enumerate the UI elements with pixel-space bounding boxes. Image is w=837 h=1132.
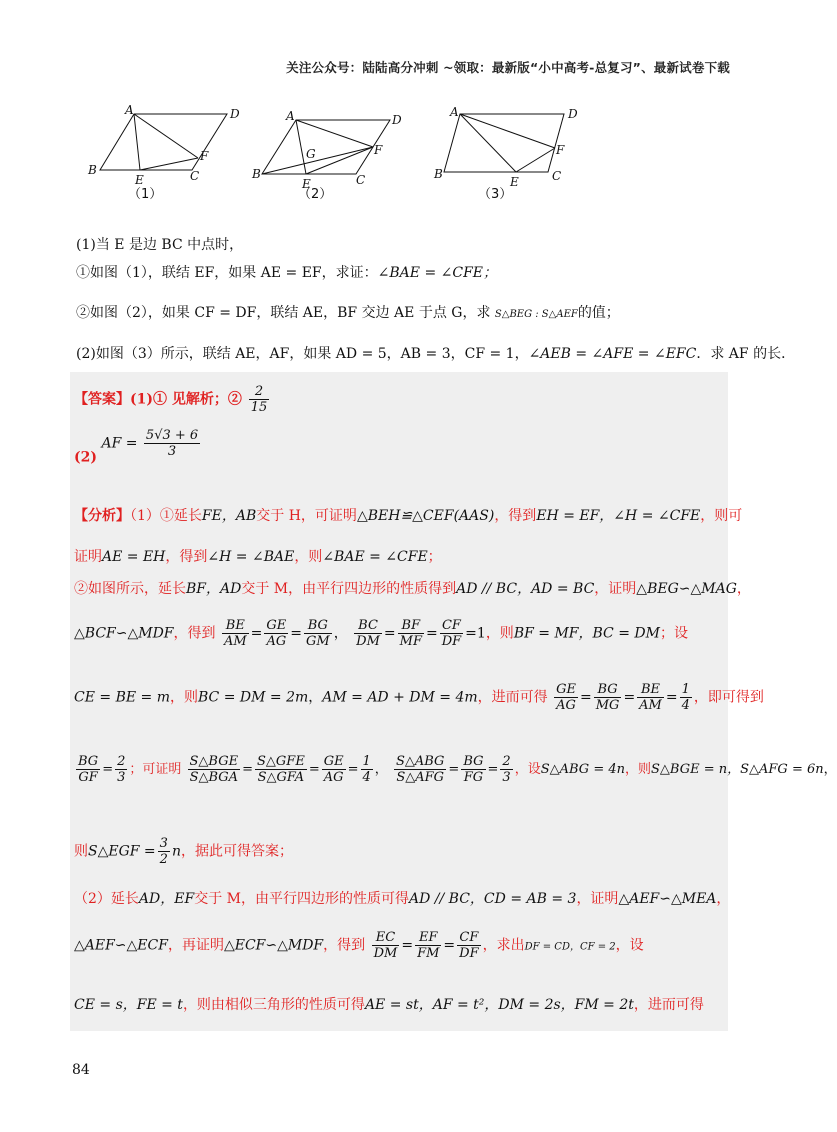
- question-2-suffix: ．求 AF 的长．: [696, 346, 796, 362]
- question-2-text: (2)如图（3）所示，联结 AE，AF，如果 AD = 5，AB = 3，CF = 1，: [76, 346, 529, 362]
- page-header: 关注公众号：陆陆高分冲刺 ~领取：最新版“小中高考-总复习”、最新试卷下载: [286, 60, 730, 75]
- answer-label: 【答案】: [74, 391, 130, 408]
- fig1-label-d: D: [230, 107, 240, 121]
- answer-part-2-lhs: AF =: [101, 435, 138, 452]
- question-1a: [76, 262, 497, 282]
- fig1-caption: （1）: [128, 187, 163, 202]
- answer-part-2: (2): [74, 449, 97, 466]
- fig2-label-g: G: [306, 147, 316, 161]
- answer-line-1: [74, 384, 271, 415]
- fig3-label-d: D: [568, 107, 578, 121]
- analysis-line-4: △BCF∽△MDF，得到 $\frac{BE}{AM}$ = $\frac{GE}{AG}$ = $\frac{BG}{GM}$ ， $\frac{BC}{DM}$ = $\frac{BF}{MF}$ = $\frac{CF}{DF}$ =1，则BF = MF，BC = DM；设: [74, 618, 688, 649]
- analysis-line-10: CE = s，FE = t，则由相似三角形的性质可得AE = st，AF = t²，DM = 2s，FM = 2t，进而可得: [74, 997, 704, 1013]
- fig3-label-a: A: [450, 105, 459, 119]
- page-number: 84: [72, 1062, 90, 1078]
- analysis-line-6: $\frac{BG}{GF}$ = $\frac{2}{3}$ ；可证明 S△BGE S△BGA = S△GFE S△GFA = $\frac{GE}{AG}$ = $\frac{1}{4}$ ， S△ABG S△AFG = $\frac{BG}{FG}$ = $\frac{2}{3}$ ，设S△ABG = 4n，则S△BGE = n，S△AFG = 6n，: [78, 754, 837, 785]
- fig3-label-f: F: [556, 143, 565, 157]
- fig3-label-b: B: [434, 167, 443, 181]
- fig1-label-a: A: [125, 103, 134, 117]
- fig1-label-f: F: [200, 149, 209, 163]
- fig1-label-e: E: [135, 173, 144, 187]
- question-2-formula: ∠AEB = ∠AFE = ∠EFC: [528, 346, 697, 362]
- question-1b-suffix: 的值；: [577, 305, 620, 321]
- answer-fraction: $\frac{2}{15}$: [250, 384, 268, 415]
- fig2-label-d: D: [392, 113, 402, 127]
- fig2-label-c: C: [356, 173, 366, 187]
- analysis-line-7: 则S△EGF = $\frac{3}{2}$ n，据此可得答案；: [74, 836, 293, 867]
- question-2: [76, 343, 795, 363]
- analysis-line-3: ②如图所示，延长BF，AD交于 M，由平行四边形的性质得到AD // BC，AD = BC，证明△BEG∽△MAG，: [74, 581, 751, 597]
- fig1-label-c: C: [190, 169, 200, 183]
- question-1a-formula: ∠BAE = ∠CFE；: [377, 265, 497, 281]
- analysis-line-8: （2）延长AD，EF交于 M，由平行四边形的性质可得AD // BC，CD = AB = 3，证明△AEF∽△MEA，: [74, 891, 731, 907]
- question-1b-text: ②如图（2），如果 CF = DF，联结 AE，BF 交边 AE 于点 G，求: [76, 305, 491, 321]
- question-1a-text: ①如图（1），联结 EF，如果 AE = EF，求证：: [76, 265, 378, 281]
- fig2-caption: （2）: [298, 187, 333, 202]
- analysis-label: 【分析】: [74, 508, 130, 524]
- question-1b: [76, 302, 620, 322]
- fig3-label-c: C: [552, 169, 562, 183]
- answer-part-2-fraction: $\frac{5√3 + 6}{3}$: [145, 428, 199, 459]
- fig2-label-a: A: [286, 109, 295, 123]
- fig2-label-b: B: [252, 167, 261, 181]
- question-1b-formula: S△BEG : S△AEF: [494, 309, 578, 320]
- analysis-line-9: △AEF∽△ECF，再证明△ECF∽△MDF，得到 $\frac{EC}{DM}$ = $\frac{EF}{FM}$ = $\frac{CF}{DF}$ ，求出DF = CD，CF = 2，设: [74, 930, 644, 961]
- answer-line-2: [74, 428, 202, 466]
- fig1-label-b: B: [88, 163, 97, 177]
- fig3-label-e: E: [510, 175, 519, 189]
- fig2-label-f: F: [374, 143, 383, 157]
- question-1-intro: (1)当 E 是边 BC 中点时，: [76, 237, 244, 253]
- figure-3: [444, 114, 564, 172]
- geometry-figures: [80, 100, 620, 210]
- figure-2: [262, 120, 390, 174]
- analysis-line-2: 证明AE = EH，得到∠H = ∠BAE，则∠BAE = ∠CFE；: [74, 549, 442, 565]
- fig3-caption: （3）: [478, 187, 513, 202]
- analysis-line-1: 【分析】（1）①延长FE，AB交于 H，可证明△BEH≌△CEF(AAS)，得到EH = EF，∠H = ∠CFE，则可: [74, 508, 743, 524]
- answer-part-1: (1)① 见解析；②: [130, 391, 242, 408]
- fig2-label-e: E: [302, 177, 311, 191]
- analysis-line-5: CE = BE = m，则BC = DM = 2m，AM = AD + DM = 4m，进而可得 $\frac{GE}{AG}$ = $\frac{BG}{MG}$ = $\frac{BE}{AM}$ = $\frac{1}{4}$ ，即可得到: [74, 682, 764, 713]
